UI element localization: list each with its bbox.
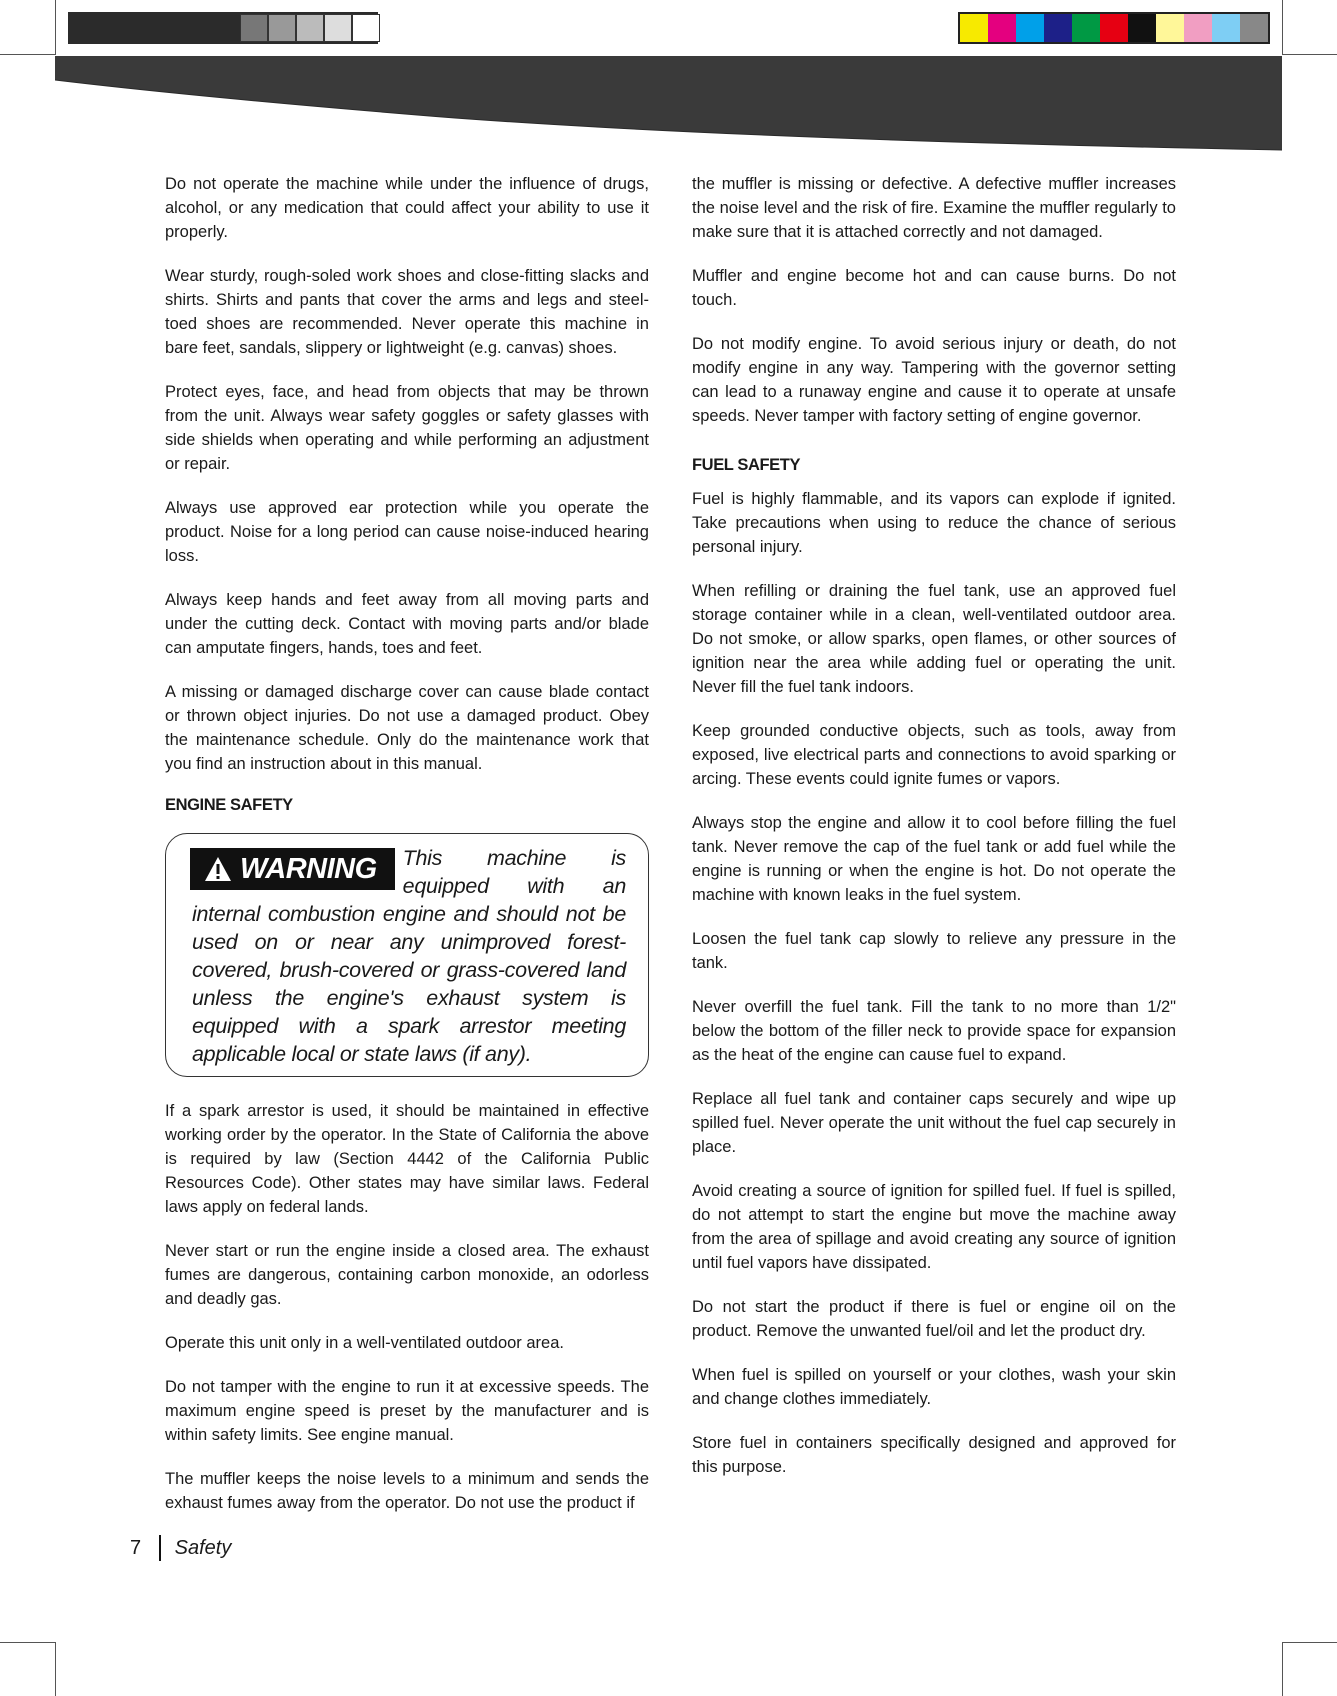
paragraph-eye-protection: Protect eyes, face, and head from objects that may be thrown from the unit. Always wear safety goggles or safety glasses with side shields when operating and while performing an adjustment or repair.	[165, 383, 649, 473]
header-banner	[55, 0, 1282, 152]
paragraph-ventilated-area: Operate this unit only in a well-ventilated outdoor area.	[165, 1334, 564, 1352]
paragraph-fuel-oil-on-product: Do not start the product if there is fuel or engine oil on the product. Remove the unwanted fuel/oil and let the product dry.	[692, 1298, 1176, 1340]
paragraph-moving-parts: Always keep hands and feet away from all moving parts and under the cutting deck. Contact with moving parts and/or blade can amputate fingers, hands, toes and feet.	[165, 591, 649, 657]
left-column	[165, 172, 649, 1535]
paragraph-spilled-fuel: Avoid creating a source of ignition for spilled fuel. If fuel is spilled, do not attempt to start the engine but move the machine away from the area of spillage and avoid creating any source of ignition until fuel vapors have dissipated.	[692, 1182, 1176, 1272]
paragraph-engine-speed: Do not tamper with the engine to run it at excessive speeds. The maximum engine speed is preset by the manufacturer and is within safety limits. See engine manual.	[165, 1378, 649, 1444]
heading-fuel-safety: FUEL SAFETY	[692, 456, 801, 474]
footer-divider	[159, 1535, 161, 1561]
paragraph-conductive-objects: Keep grounded conductive objects, such as tools, away from exposed, live electrical parts and connections to avoid sparking or arcing. These events could ignite fumes or vapors.	[692, 722, 1176, 788]
right-column	[692, 172, 1176, 1499]
warning-label: WARNING	[240, 853, 377, 885]
warning-box	[165, 833, 649, 1077]
paragraph-refilling: When refilling or draining the fuel tank, use an approved fuel storage container while in a clean, well-ventilated outdoor area. Do not smoke, or allow sparks, open flames, or other sources of ignition near the area while adding fuel or operating the unit. Never fill the fuel tank indoors.	[692, 582, 1176, 696]
paragraph-tank-cap: Loosen the fuel tank cap slowly to relieve any pressure in the tank.	[692, 930, 1176, 972]
paragraph-replace-caps: Replace all fuel tank and container caps securely and wipe up spilled fuel. Never operate the unit without the fuel cap securely in place.	[692, 1090, 1176, 1156]
paragraph-discharge-cover: A missing or damaged discharge cover can cause blade contact or thrown object injuries. Do not use a damaged product. Obey the maintenance schedule. Only do the maintenance work that you find an instruction about in this manual.	[165, 683, 649, 773]
trim-mark-top-right-h	[1282, 54, 1337, 55]
paragraph-store-fuel: Store fuel in containers specifically designed and approved for this purpose.	[692, 1434, 1176, 1476]
trim-mark-bottom-left-h	[0, 1642, 55, 1643]
section-name: Safety	[174, 1536, 232, 1559]
paragraph-overfill: Never overfill the fuel tank. Fill the tank to no more than 1/2" below the bottom of the filler neck to provide space for expansion as the heat of the engine can cause fuel to expand.	[692, 998, 1176, 1064]
heading-engine-safety: ENGINE SAFETY	[165, 796, 293, 814]
trim-mark-top-right-v	[1282, 0, 1283, 55]
trim-mark-bottom-right-h	[1282, 1642, 1337, 1643]
warning-triangle-icon	[204, 856, 232, 882]
paragraph-ear-protection: Always use approved ear protection while you operate the product. Noise for a long period can cause noise-induced hearing loss.	[165, 499, 649, 565]
paragraph-muffler-continued: the muffler is missing or defective. A defective muffler increases the noise level and the risk of fire. Examine the muffler regularly to make sure that it is attached correctly and not damaged.	[692, 175, 1176, 241]
paragraph-modify-engine: Do not modify engine. To avoid serious injury or death, do not modify engine in any way. Tampering with the governor setting can lead to a runaway engine and cause it to operate at unsafe speeds. Never tamper with factory setting of engine governor.	[692, 335, 1176, 425]
paragraph-muffler: The muffler keeps the noise levels to a minimum and sends the exhaust fumes away from the operator. Do not use the product if	[165, 1470, 649, 1512]
trim-mark-top-left-h	[0, 54, 55, 55]
paragraph-drugs-alcohol: Do not operate the machine while under the influence of drugs, alcohol, or any medication that could affect your ability to use it properly.	[165, 175, 649, 241]
paragraph-footwear: Wear sturdy, rough-soled work shoes and close-fitting slacks and shirts. Shirts and pants that cover the arms and legs and steel-toed shoes are recommended. Never operate this machine in bare feet, sandals, slippery or lightweight (e.g. canvas) shoes.	[165, 267, 649, 357]
warning-text: This machine is equipped with an internal combustion engine and should not be used on or near any unimproved forest-covered, brush-covered or grass-covered land unless the engine's exhaust system is equipped with a spark arrestor meeting applicable local or state laws (if any).	[192, 846, 626, 1066]
page-number: 7	[130, 1536, 142, 1559]
paragraph-spark-arrestor: If a spark arrestor is used, it should be maintained in effective working order by the operator. In the State of California the above is required by law (Section 4442 of the California Public Resources Code). Other states may have similar laws. Federal laws apply on federal lands.	[165, 1102, 649, 1216]
paragraph-stop-engine: Always stop the engine and allow it to cool before filling the fuel tank. Never remove the cap of the fuel tank or add fuel while the engine is running or when the engine is hot. Do not operate the machine with known leaks in the fuel system.	[692, 814, 1176, 904]
trim-mark-bottom-left-v	[55, 1642, 56, 1696]
paragraph-fuel-flammable: Fuel is highly flammable, and its vapors can explode if ignited. Take precautions when using to reduce the chance of serious personal injury.	[692, 490, 1176, 556]
trim-mark-bottom-right-v	[1282, 1642, 1283, 1696]
page-footer	[130, 1535, 231, 1561]
warning-badge	[190, 848, 395, 890]
paragraph-hot-surfaces: Muffler and engine become hot and can cause burns. Do not touch.	[692, 267, 1176, 309]
paragraph-closed-area: Never start or run the engine inside a closed area. The exhaust fumes are dangerous, containing carbon monoxide, an odorless and deadly gas.	[165, 1242, 649, 1308]
paragraph-fuel-on-clothes: When fuel is spilled on yourself or your clothes, wash your skin and change clothes immediately.	[692, 1366, 1176, 1408]
